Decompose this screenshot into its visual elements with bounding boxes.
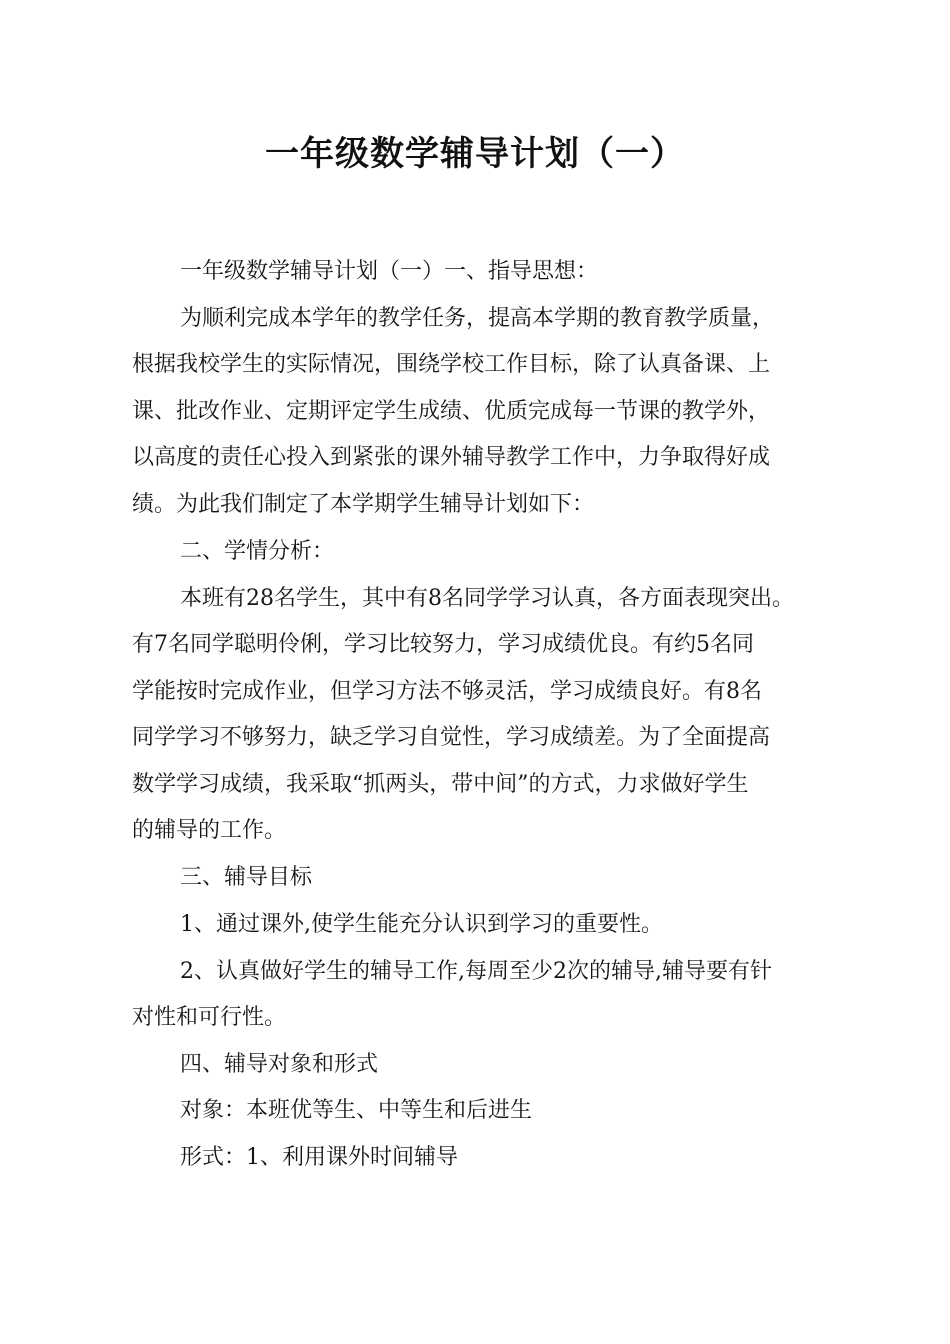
paragraph-line: 同学学习不够努力，缺乏学习自觉性，学习成绩差。为了全面提高 xyxy=(132,725,771,750)
paragraph-line: 学能按时完成作业，但学习方法不够灵活，学习成绩良好。有8名 xyxy=(132,679,762,704)
targets-line: 对象：本班优等生、中等生和后进生 xyxy=(180,1098,533,1123)
goal-item-1: 1、通过课外,使学生能充分认识到学习的重要性。 xyxy=(180,912,663,937)
paragraph-line: 本班有28名学生，其中有8名同学学习认真，各方面表现突出。 xyxy=(180,586,794,611)
paragraph-line: 的辅导的工作。 xyxy=(132,818,287,843)
paragraph-line: 根据我校学生的实际情况，围绕学校工作目标，除了认真备课、上 xyxy=(132,352,771,377)
paragraph-line: 为顺利完成本学年的教学任务，提高本学期的教育教学质量， xyxy=(180,306,775,331)
paragraph-line: 对性和可行性。 xyxy=(132,1005,287,1030)
section-heading-analysis: 二、学情分析： xyxy=(180,539,335,564)
paragraph-line: 有7名同学聪明伶俐，学习比较努力，学习成绩优良。有约5名同 xyxy=(132,632,754,657)
paragraph-line: 绩。为此我们制定了本学期学生辅导计划如下： xyxy=(132,492,595,517)
paragraph-line: 课、批改作业、定期评定学生成绩、优质完成每一节课的教学外， xyxy=(132,399,771,424)
paragraph-line: 数学学习成绩，我采取“抓两头，带中间”的方式，力求做好学生 xyxy=(132,772,749,797)
document-title: 一年级数学辅导计划（一） xyxy=(265,134,685,174)
paragraph-line: 以高度的责任心投入到紧张的课外辅导教学工作中，力争取得好成 xyxy=(132,445,771,470)
forms-line: 形式：1、利用课外时间辅导 xyxy=(180,1145,458,1170)
goal-item-2: 2、认真做好学生的辅导工作,每周至少2次的辅导,辅导要有针 xyxy=(180,959,772,984)
section-heading-targets-forms: 四、辅导对象和形式 xyxy=(180,1052,379,1077)
section-heading-goals: 三、辅导目标 xyxy=(180,865,313,890)
section-heading-guiding-ideas: 一年级数学辅导计划（一）一、指导思想： xyxy=(180,259,599,284)
